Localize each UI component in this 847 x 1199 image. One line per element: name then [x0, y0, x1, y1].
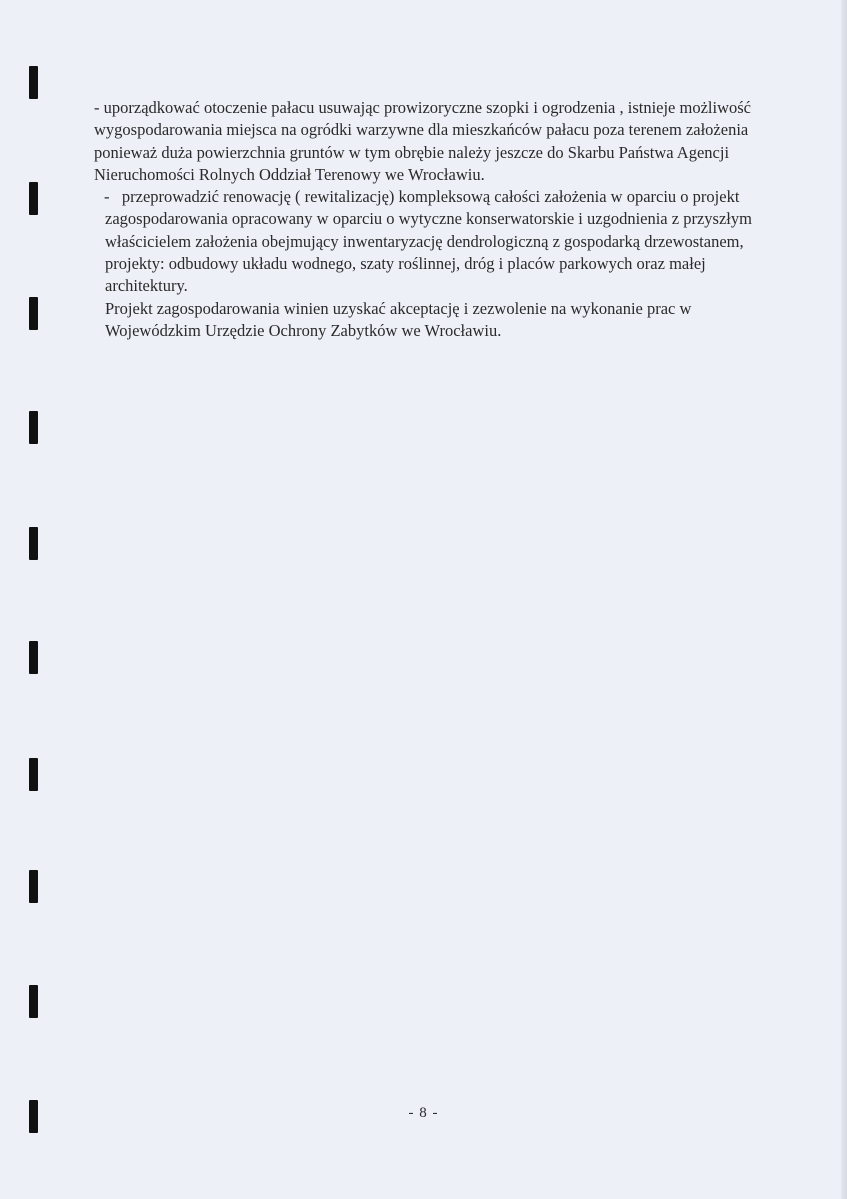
binder-hole-1 — [29, 66, 38, 99]
binder-hole-9 — [29, 985, 38, 1018]
text-line: projekty: odbudowy układu wodnego, szaty roślinnej, dróg i placów parkowych oraz małej — [105, 254, 706, 274]
text-line: właścicielem założenia obejmujący inwentaryzację dendrologiczną z gospodarką drzewostanem, — [105, 231, 744, 251]
binder-hole-2 — [29, 182, 38, 215]
text-line: - uporządkować otoczenie pałacu usuwając prowizoryczne szopki i ogrodzenia , istnieje możliwość — [94, 98, 751, 117]
page-number: - 8 - — [408, 1105, 439, 1121]
page-edge — [841, 0, 847, 1199]
text-line: ponieważ duża powierzchnia gruntów w tym obrębie należy jeszcze do Skarbu Państwa Agencji — [94, 142, 730, 162]
text-line: Nieruchomości Rolnych Oddział Terenowy we Wrocławiu. — [94, 164, 485, 184]
binder-hole-3 — [29, 297, 38, 330]
text-line: Wojewódzkim Urzędzie Ochrony Zabytków we Wrocławiu. — [105, 320, 502, 340]
binder-hole-8 — [29, 870, 38, 903]
binder-hole-6 — [29, 641, 38, 674]
text-line: Projekt zagospodarowania winien uzyskać akceptację i zezwolenie na wykonanie prac w — [105, 298, 692, 318]
text-line: zagospodarowania opracowany w oparciu o wytyczne konserwatorskie i uzgodnienia z przyszłym — [105, 209, 752, 229]
binder-hole-5 — [29, 527, 38, 560]
binder-hole-4 — [29, 411, 38, 444]
text-line: wygospodarowania miejsca na ogródki warzywne dla mieszkańców pałacu poza terenem założenia — [94, 120, 749, 140]
binder-hole-7 — [29, 758, 38, 791]
bullet-line: - przeprowadzić renowację ( rewitalizację) kompleksową całości założenia w oparciu o projekt — [104, 187, 740, 207]
document-body — [94, 97, 794, 342]
text-line: architektury. — [105, 276, 188, 296]
